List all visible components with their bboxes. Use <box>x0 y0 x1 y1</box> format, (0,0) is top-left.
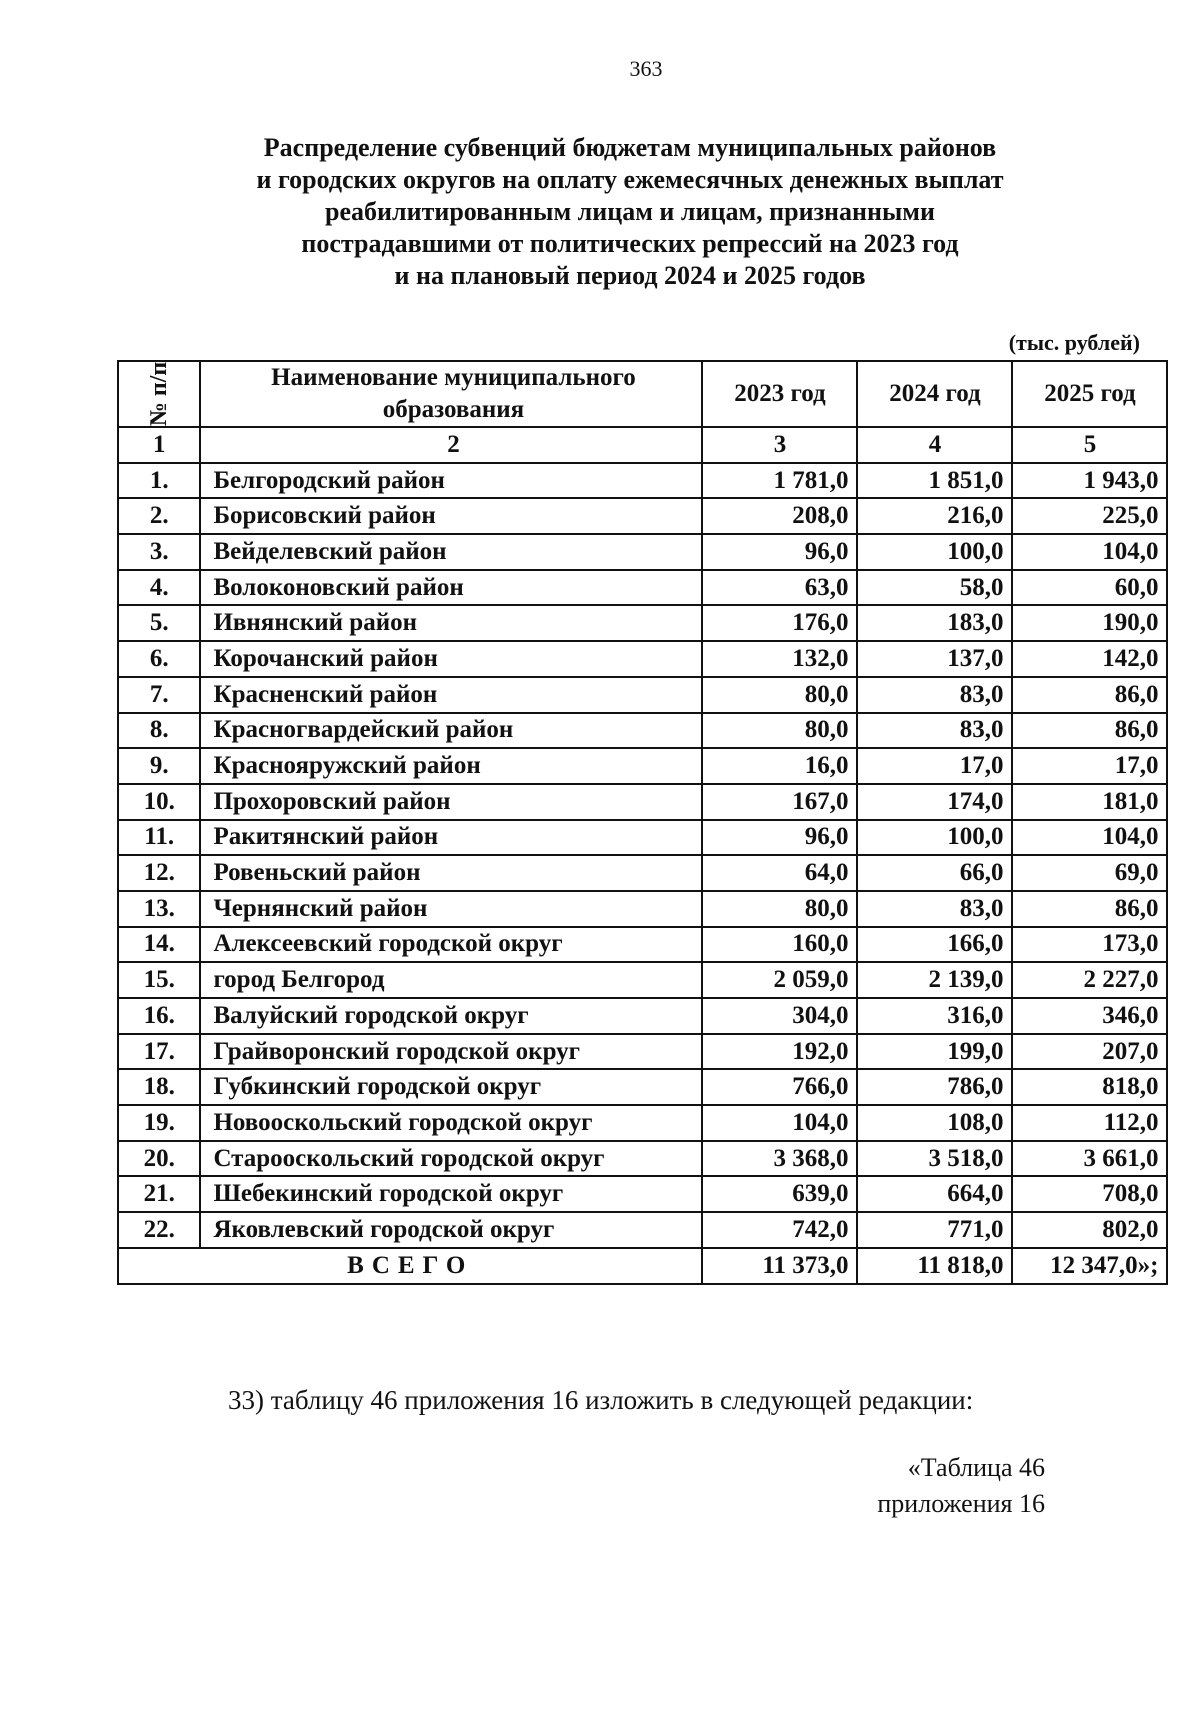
document-title <box>150 132 1110 292</box>
table-row <box>118 641 1167 677</box>
table-reference-line: приложения 16 <box>877 1489 1045 1518</box>
row-value-2024: 58,0 <box>857 570 1012 606</box>
table-row <box>118 1212 1167 1248</box>
row-value-2023: 176,0 <box>702 605 857 641</box>
total-label: ВСЕГО <box>118 1248 702 1284</box>
row-value-2024: 664,0 <box>857 1176 1012 1212</box>
row-name: Белгородский район <box>200 463 702 499</box>
header-2023: 2023 год <box>702 361 857 427</box>
row-name: Ровеньский район <box>200 855 702 891</box>
row-name: Губкинский городской округ <box>200 1069 702 1105</box>
row-value-2025: 104,0 <box>1012 534 1167 570</box>
header-2024: 2024 год <box>857 361 1012 427</box>
row-value-2024: 199,0 <box>857 1034 1012 1070</box>
row-value-2023: 742,0 <box>702 1212 857 1248</box>
table-row <box>118 998 1167 1034</box>
row-number: 7. <box>118 677 200 713</box>
row-number: 21. <box>118 1176 200 1212</box>
header-2025: 2025 год <box>1012 361 1167 427</box>
units-label: (тыс. рублей) <box>1008 330 1140 355</box>
row-value-2025: 69,0 <box>1012 855 1167 891</box>
row-name: Ракитянский район <box>200 820 702 856</box>
row-value-2023: 16,0 <box>702 748 857 784</box>
row-value-2023: 3 368,0 <box>702 1141 857 1177</box>
row-value-2023: 104,0 <box>702 1105 857 1141</box>
row-value-2023: 766,0 <box>702 1069 857 1105</box>
row-value-2023: 132,0 <box>702 641 857 677</box>
row-number: 10. <box>118 784 200 820</box>
table-row <box>118 570 1167 606</box>
row-value-2025: 708,0 <box>1012 1176 1167 1212</box>
row-name: Корочанский район <box>200 641 702 677</box>
row-value-2025: 207,0 <box>1012 1034 1167 1070</box>
row-value-2024: 100,0 <box>857 820 1012 856</box>
header-num-label: № п/п <box>146 361 173 427</box>
total-row <box>118 1248 1167 1284</box>
row-name: Ивнянский район <box>200 605 702 641</box>
row-number: 18. <box>118 1069 200 1105</box>
row-value-2025: 104,0 <box>1012 820 1167 856</box>
amendment-paragraph: 33) таблицу 46 приложения 16 изложить в следующей редакции: <box>228 1385 974 1415</box>
row-value-2024: 137,0 <box>857 641 1012 677</box>
title-line: и на плановый период 2024 и 2025 годов <box>394 261 866 290</box>
table-reference-line: «Таблица 46 <box>907 1453 1045 1482</box>
table-row <box>118 784 1167 820</box>
row-number: 11. <box>118 820 200 856</box>
row-number: 19. <box>118 1105 200 1141</box>
row-value-2023: 639,0 <box>702 1176 857 1212</box>
row-name: Прохоровский район <box>200 784 702 820</box>
row-name: Волоконовский район <box>200 570 702 606</box>
title-line: и городских округов на оплату ежемесячных денежных выплат <box>256 165 1004 194</box>
row-value-2025: 173,0 <box>1012 927 1167 963</box>
row-value-2025: 1 943,0 <box>1012 463 1167 499</box>
table-row <box>118 927 1167 963</box>
table-header-row <box>118 361 1167 427</box>
row-value-2024: 1 851,0 <box>857 463 1012 499</box>
row-value-2025: 190,0 <box>1012 605 1167 641</box>
row-value-2025: 112,0 <box>1012 1105 1167 1141</box>
table-row <box>118 463 1167 499</box>
row-number: 5. <box>118 605 200 641</box>
row-value-2023: 80,0 <box>702 891 857 927</box>
row-name: Валуйский городской округ <box>200 998 702 1034</box>
table-row <box>118 1034 1167 1070</box>
row-value-2024: 183,0 <box>857 605 1012 641</box>
table-row <box>118 605 1167 641</box>
row-value-2023: 192,0 <box>702 1034 857 1070</box>
row-value-2025: 225,0 <box>1012 498 1167 534</box>
total-2023: 11 373,0 <box>702 1248 857 1284</box>
row-number: 14. <box>118 927 200 963</box>
row-name: Алексеевский городской округ <box>200 927 702 963</box>
row-number: 2. <box>118 498 200 534</box>
column-index: 3 <box>702 427 857 463</box>
row-value-2023: 208,0 <box>702 498 857 534</box>
subvention-table <box>117 360 1168 1285</box>
row-value-2023: 96,0 <box>702 820 857 856</box>
row-value-2023: 63,0 <box>702 570 857 606</box>
table-row <box>118 748 1167 784</box>
row-value-2024: 786,0 <box>857 1069 1012 1105</box>
row-value-2023: 64,0 <box>702 855 857 891</box>
row-value-2025: 802,0 <box>1012 1212 1167 1248</box>
title-line: реабилитированным лицам и лицам, признанными <box>325 197 935 226</box>
column-index: 4 <box>857 427 1012 463</box>
table-row <box>118 1069 1167 1105</box>
total-2024: 11 818,0 <box>857 1248 1012 1284</box>
table-reference <box>855 1450 1045 1522</box>
table-row <box>118 1176 1167 1212</box>
row-name: Вейделевский район <box>200 534 702 570</box>
row-name: Старооскольский городской округ <box>200 1141 702 1177</box>
row-value-2024: 66,0 <box>857 855 1012 891</box>
row-name: Яковлевский городской округ <box>200 1212 702 1248</box>
table-row <box>118 855 1167 891</box>
row-value-2024: 3 518,0 <box>857 1141 1012 1177</box>
row-value-2025: 181,0 <box>1012 784 1167 820</box>
row-value-2024: 100,0 <box>857 534 1012 570</box>
row-value-2025: 2 227,0 <box>1012 962 1167 998</box>
table-row <box>118 498 1167 534</box>
row-name: Грайворонский городской округ <box>200 1034 702 1070</box>
row-number: 20. <box>118 1141 200 1177</box>
row-name: Шебекинский городской округ <box>200 1176 702 1212</box>
title-line: пострадавшими от политических репрессий на 2023 год <box>301 229 959 258</box>
column-index: 5 <box>1012 427 1167 463</box>
header-num <box>118 361 200 427</box>
row-value-2025: 142,0 <box>1012 641 1167 677</box>
column-index: 1 <box>118 427 200 463</box>
row-name: Чернянский район <box>200 891 702 927</box>
row-number: 13. <box>118 891 200 927</box>
row-name: Красногвардейский район <box>200 713 702 749</box>
row-number: 12. <box>118 855 200 891</box>
row-name: Красненский район <box>200 677 702 713</box>
table-row <box>118 891 1167 927</box>
row-value-2025: 86,0 <box>1012 677 1167 713</box>
row-value-2024: 83,0 <box>857 891 1012 927</box>
row-value-2025: 60,0 <box>1012 570 1167 606</box>
row-value-2024: 316,0 <box>857 998 1012 1034</box>
row-number: 16. <box>118 998 200 1034</box>
row-value-2023: 1 781,0 <box>702 463 857 499</box>
row-value-2025: 3 661,0 <box>1012 1141 1167 1177</box>
row-value-2024: 771,0 <box>857 1212 1012 1248</box>
row-number: 1. <box>118 463 200 499</box>
table-row <box>118 534 1167 570</box>
row-number: 15. <box>118 962 200 998</box>
row-number: 8. <box>118 713 200 749</box>
row-number: 6. <box>118 641 200 677</box>
row-value-2023: 160,0 <box>702 927 857 963</box>
column-index: 2 <box>200 427 702 463</box>
row-name: Новооскольский городской округ <box>200 1105 702 1141</box>
table-row <box>118 1105 1167 1141</box>
row-value-2024: 83,0 <box>857 713 1012 749</box>
row-number: 22. <box>118 1212 200 1248</box>
table-row <box>118 1141 1167 1177</box>
table-row <box>118 677 1167 713</box>
row-value-2025: 86,0 <box>1012 713 1167 749</box>
row-number: 4. <box>118 570 200 606</box>
row-value-2023: 304,0 <box>702 998 857 1034</box>
title-line: Распределение субвенций бюджетам муниципальных районов <box>263 133 997 162</box>
row-value-2025: 818,0 <box>1012 1069 1167 1105</box>
row-name: город Белгород <box>200 962 702 998</box>
header-name: Наименование муниципального образования <box>200 361 702 427</box>
row-value-2023: 80,0 <box>702 677 857 713</box>
row-value-2023: 96,0 <box>702 534 857 570</box>
row-value-2024: 174,0 <box>857 784 1012 820</box>
row-number: 3. <box>118 534 200 570</box>
row-value-2024: 216,0 <box>857 498 1012 534</box>
row-name: Борисовский район <box>200 498 702 534</box>
column-index-row <box>118 427 1167 463</box>
row-value-2024: 166,0 <box>857 927 1012 963</box>
row-value-2023: 167,0 <box>702 784 857 820</box>
row-value-2024: 83,0 <box>857 677 1012 713</box>
row-value-2024: 17,0 <box>857 748 1012 784</box>
row-name: Краснояружский район <box>200 748 702 784</box>
row-value-2023: 2 059,0 <box>702 962 857 998</box>
table-row <box>118 962 1167 998</box>
row-value-2024: 2 139,0 <box>857 962 1012 998</box>
row-value-2024: 108,0 <box>857 1105 1012 1141</box>
row-number: 9. <box>118 748 200 784</box>
table-row <box>118 713 1167 749</box>
row-value-2023: 80,0 <box>702 713 857 749</box>
total-2025: 12 347,0»; <box>1012 1248 1167 1284</box>
page-number: 363 <box>629 56 663 81</box>
row-value-2025: 17,0 <box>1012 748 1167 784</box>
table-body <box>118 463 1167 1248</box>
row-number: 17. <box>118 1034 200 1070</box>
row-value-2025: 86,0 <box>1012 891 1167 927</box>
row-value-2025: 346,0 <box>1012 998 1167 1034</box>
table-row <box>118 820 1167 856</box>
